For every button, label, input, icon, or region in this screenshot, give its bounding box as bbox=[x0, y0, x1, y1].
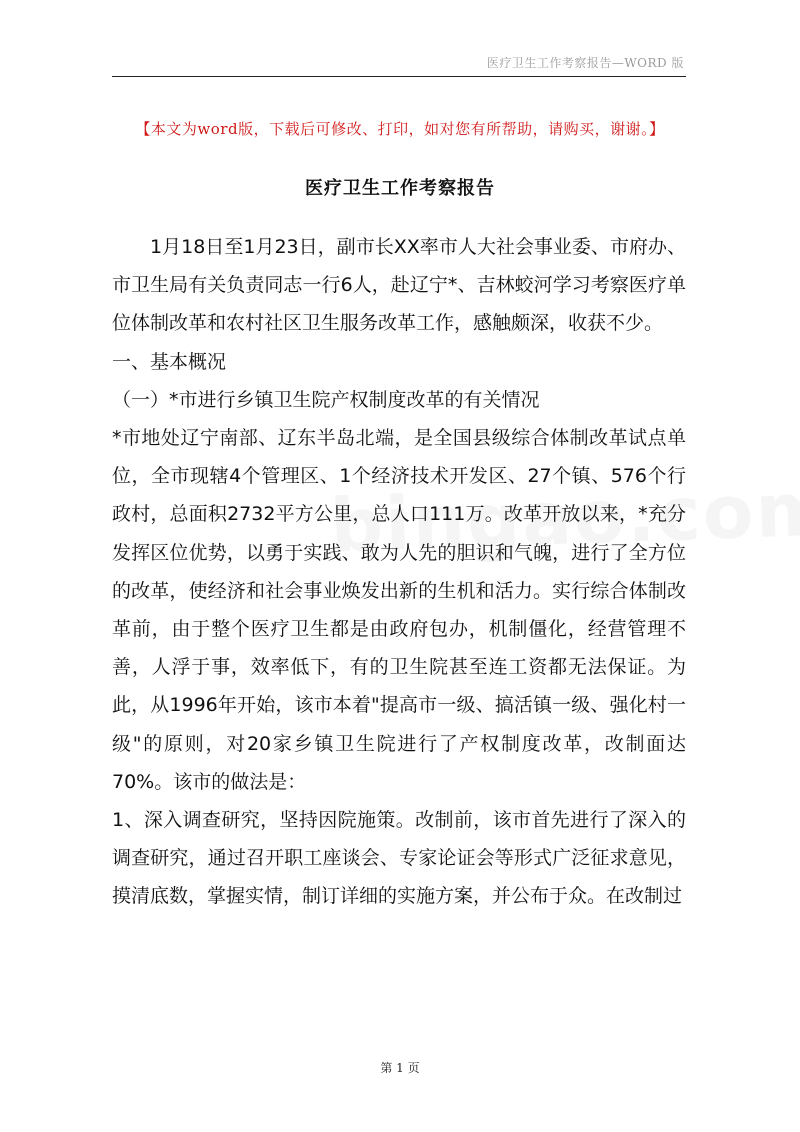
purchase-notice: 【本文为word版，下载后可修改、打印，如对您有所帮助，请购买，谢谢。】 bbox=[135, 120, 665, 138]
subheading-reform: （一）*市进行乡镇卫生院产权制度改革的有关情况 bbox=[112, 388, 540, 411]
paragraph-city-overview: *市地处辽宁南部、辽东半岛北端，是全国县级综合体制改革试点单位，全市现辖4个管理区、1个经济技术开发区、27个镇、576个行政村，总面积2732平方公里，总人口111万。改革开放以来，*充分发挥区位优势，以勇于实践、敢为人先的胆识和气魄，进行了全方位的改革，使经济和社会事业焕发出新的生机和活力。实行综合体制改革前，由于整个医疗卫生都是由政府包办，机制僵化，经营管理不善，人浮于事，效率低下，有的卫生院甚至连工资都无法保证。为此，从1996年开始，该市本着"提高市一级、搞活镇一级、强化村一级"的原则，对20家乡镇卫生院进行了产权制度改革，改制面达70%。该市的做法是： bbox=[112, 427, 686, 793]
paragraph-method-one: 1、深入调查研究，坚持因院施策。改制前，该市首先进行了深入的调查研究，通过召开职工座谈会、专家论证会等形式广泛征求意见，摸清底数，掌握实情，制订详细的实施方案，并公布于众。在改制过 bbox=[112, 809, 686, 908]
header-divider bbox=[112, 76, 686, 77]
paragraph-intro: 1月18日至1月23日，副市长XX率市人大社会事业委、市府办、市卫生局有关负责同志一行6人，赴辽宁*、吉林蛟河学习考察医疗单位体制改革和农村社区卫生服务改革工作，感触颇深，收获不少。 bbox=[112, 236, 686, 335]
page-number: 第 1 页 bbox=[380, 1061, 420, 1075]
document-body bbox=[112, 228, 686, 916]
document-title: 医疗卫生工作考察报告 bbox=[305, 178, 495, 199]
running-header: 医疗卫生工作考察报告—WORD 版 bbox=[486, 56, 684, 70]
heading-basic-overview: 一、基本概况 bbox=[112, 350, 227, 373]
